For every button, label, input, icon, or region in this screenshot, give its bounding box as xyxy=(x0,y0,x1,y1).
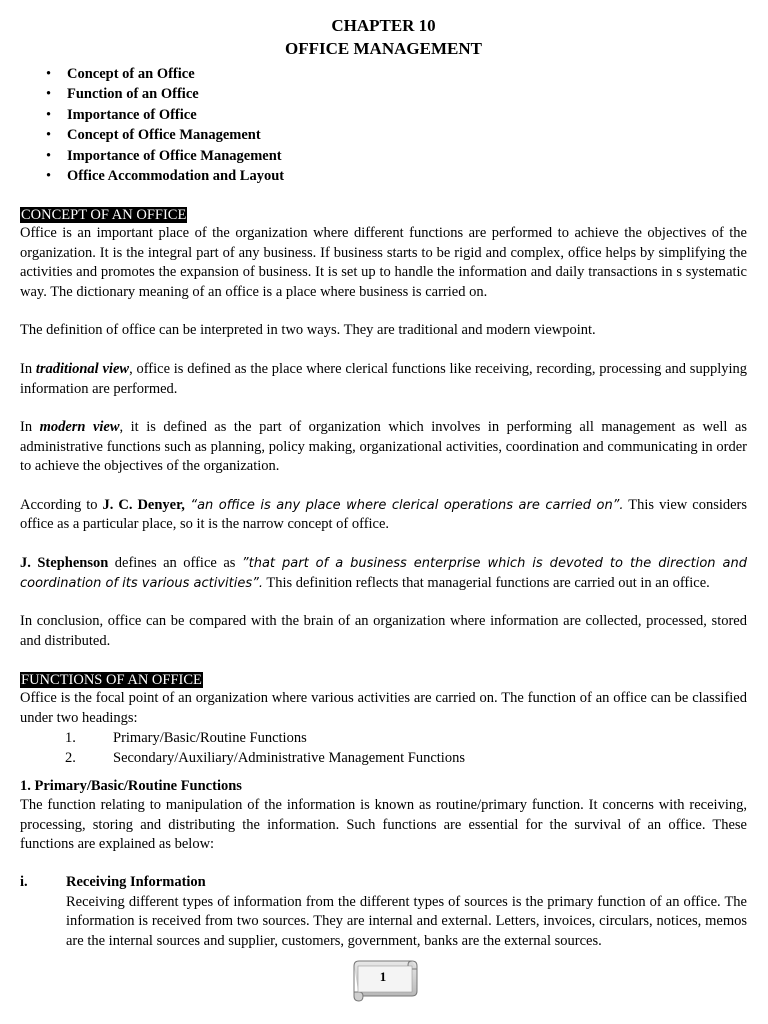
section-heading-functions: FUNCTIONS OF AN OFFICE xyxy=(21,672,202,689)
subsection-heading: 1. Primary/Basic/Routine Functions xyxy=(20,778,242,795)
paragraph: J. Stephenson defines an office as ”that part of a business enterprise which is devoted to the direction and coordination of its various activities”. This definition reflects that managerial functions are carried out in an office. xyxy=(20,555,747,591)
topic-item: • Importance of Office Management xyxy=(67,146,747,166)
page-number-scroll xyxy=(348,958,418,1002)
paragraph: In traditional view, office is defined as the place where clerical functions like receiving, recording, processing and supplying information are performed. xyxy=(20,361,748,397)
topic-item: • Importance of Office xyxy=(67,105,747,125)
paragraph: Office is the focal point of an organization where various activities are carried on. The function of an office can be classified under two headings: xyxy=(20,690,747,726)
list-item: 2. Secondary/Auxiliary/Administrative Management Functions xyxy=(65,750,465,767)
paragraph: Receiving different types of information from the different types of sources is the primary function of an office. The information is received from two sources. They are internal and external. Letters, invoices, circulars, notices, memos are the internal sources and supplier, customers, government, banks are the external sources. xyxy=(66,893,747,949)
page-number: 1 xyxy=(379,969,387,984)
author-name: J. Stephenson xyxy=(20,555,109,572)
function-item-receiving xyxy=(20,873,747,951)
item-numeral: i. xyxy=(20,874,28,891)
list-item: 1. Primary/Basic/Routine Functions xyxy=(65,730,307,747)
term-modern-view: modern view xyxy=(39,419,120,436)
author-name: J. C. Denyer, xyxy=(102,497,185,514)
topic-item: • Office Accommodation and Layout xyxy=(67,166,747,186)
function-types-list xyxy=(20,728,747,768)
section-heading-concept: CONCEPT OF AN OFFICE xyxy=(21,207,187,224)
quotation: “an office is any place where clerical operations are carried on”. xyxy=(184,498,624,514)
topic-item: • Concept of an Office xyxy=(67,64,747,84)
paragraph: The function relating to manipulation of the information is known as routine/primary function. It concerns with receiving, processing, storing and distributing the information. Such functions are essential for the survival of an office. These functions are explained as below: xyxy=(20,797,747,852)
term-traditional-view: traditional view xyxy=(35,361,130,378)
paragraph: In conclusion, office can be compared with the brain of an organization where information are collected, processed, stored and distributed. xyxy=(20,613,747,649)
quotation: ”that part of a business enterprise which is devoted to the direction and coordination of its various activities”. xyxy=(20,556,747,591)
paragraph: In modern view, it is defined as the part of organization which involves in performing all management as well as administrative functions such as planning, policy making, organizational activities, coordination and communicating in order to achieve the objectives of the organization. xyxy=(20,419,747,475)
chapter-title: OFFICE MANAGEMENT xyxy=(285,39,482,58)
chapter-topics-list xyxy=(20,64,747,186)
topic-item: • Concept of Office Management xyxy=(67,125,747,145)
paragraph: According to J. C. Denyer, “an office is any place where clerical operations are carried on”. This view considers office as a particular place, so it is the narrow concept of office. xyxy=(20,497,748,533)
chapter-number: CHAPTER 10 xyxy=(331,16,436,35)
paragraph: Office is an important place of the organization where different functions are performed to achieve the objectives of the organization. It is the integral part of any business. If business starts to be rigid and complex, office helps by simplifying the activities and promotes the expansion of business. It is set up to handle the information and daily transactions in s systematic way. The dictionary meaning of an office is a place where business is carried on. xyxy=(20,225,747,300)
document-page xyxy=(20,14,747,951)
topic-item: • Function of an Office xyxy=(67,84,747,104)
paragraph: The definition of office can be interpreted in two ways. They are traditional and modern viewpoint. xyxy=(20,322,596,339)
item-heading: Receiving Information xyxy=(66,874,206,891)
